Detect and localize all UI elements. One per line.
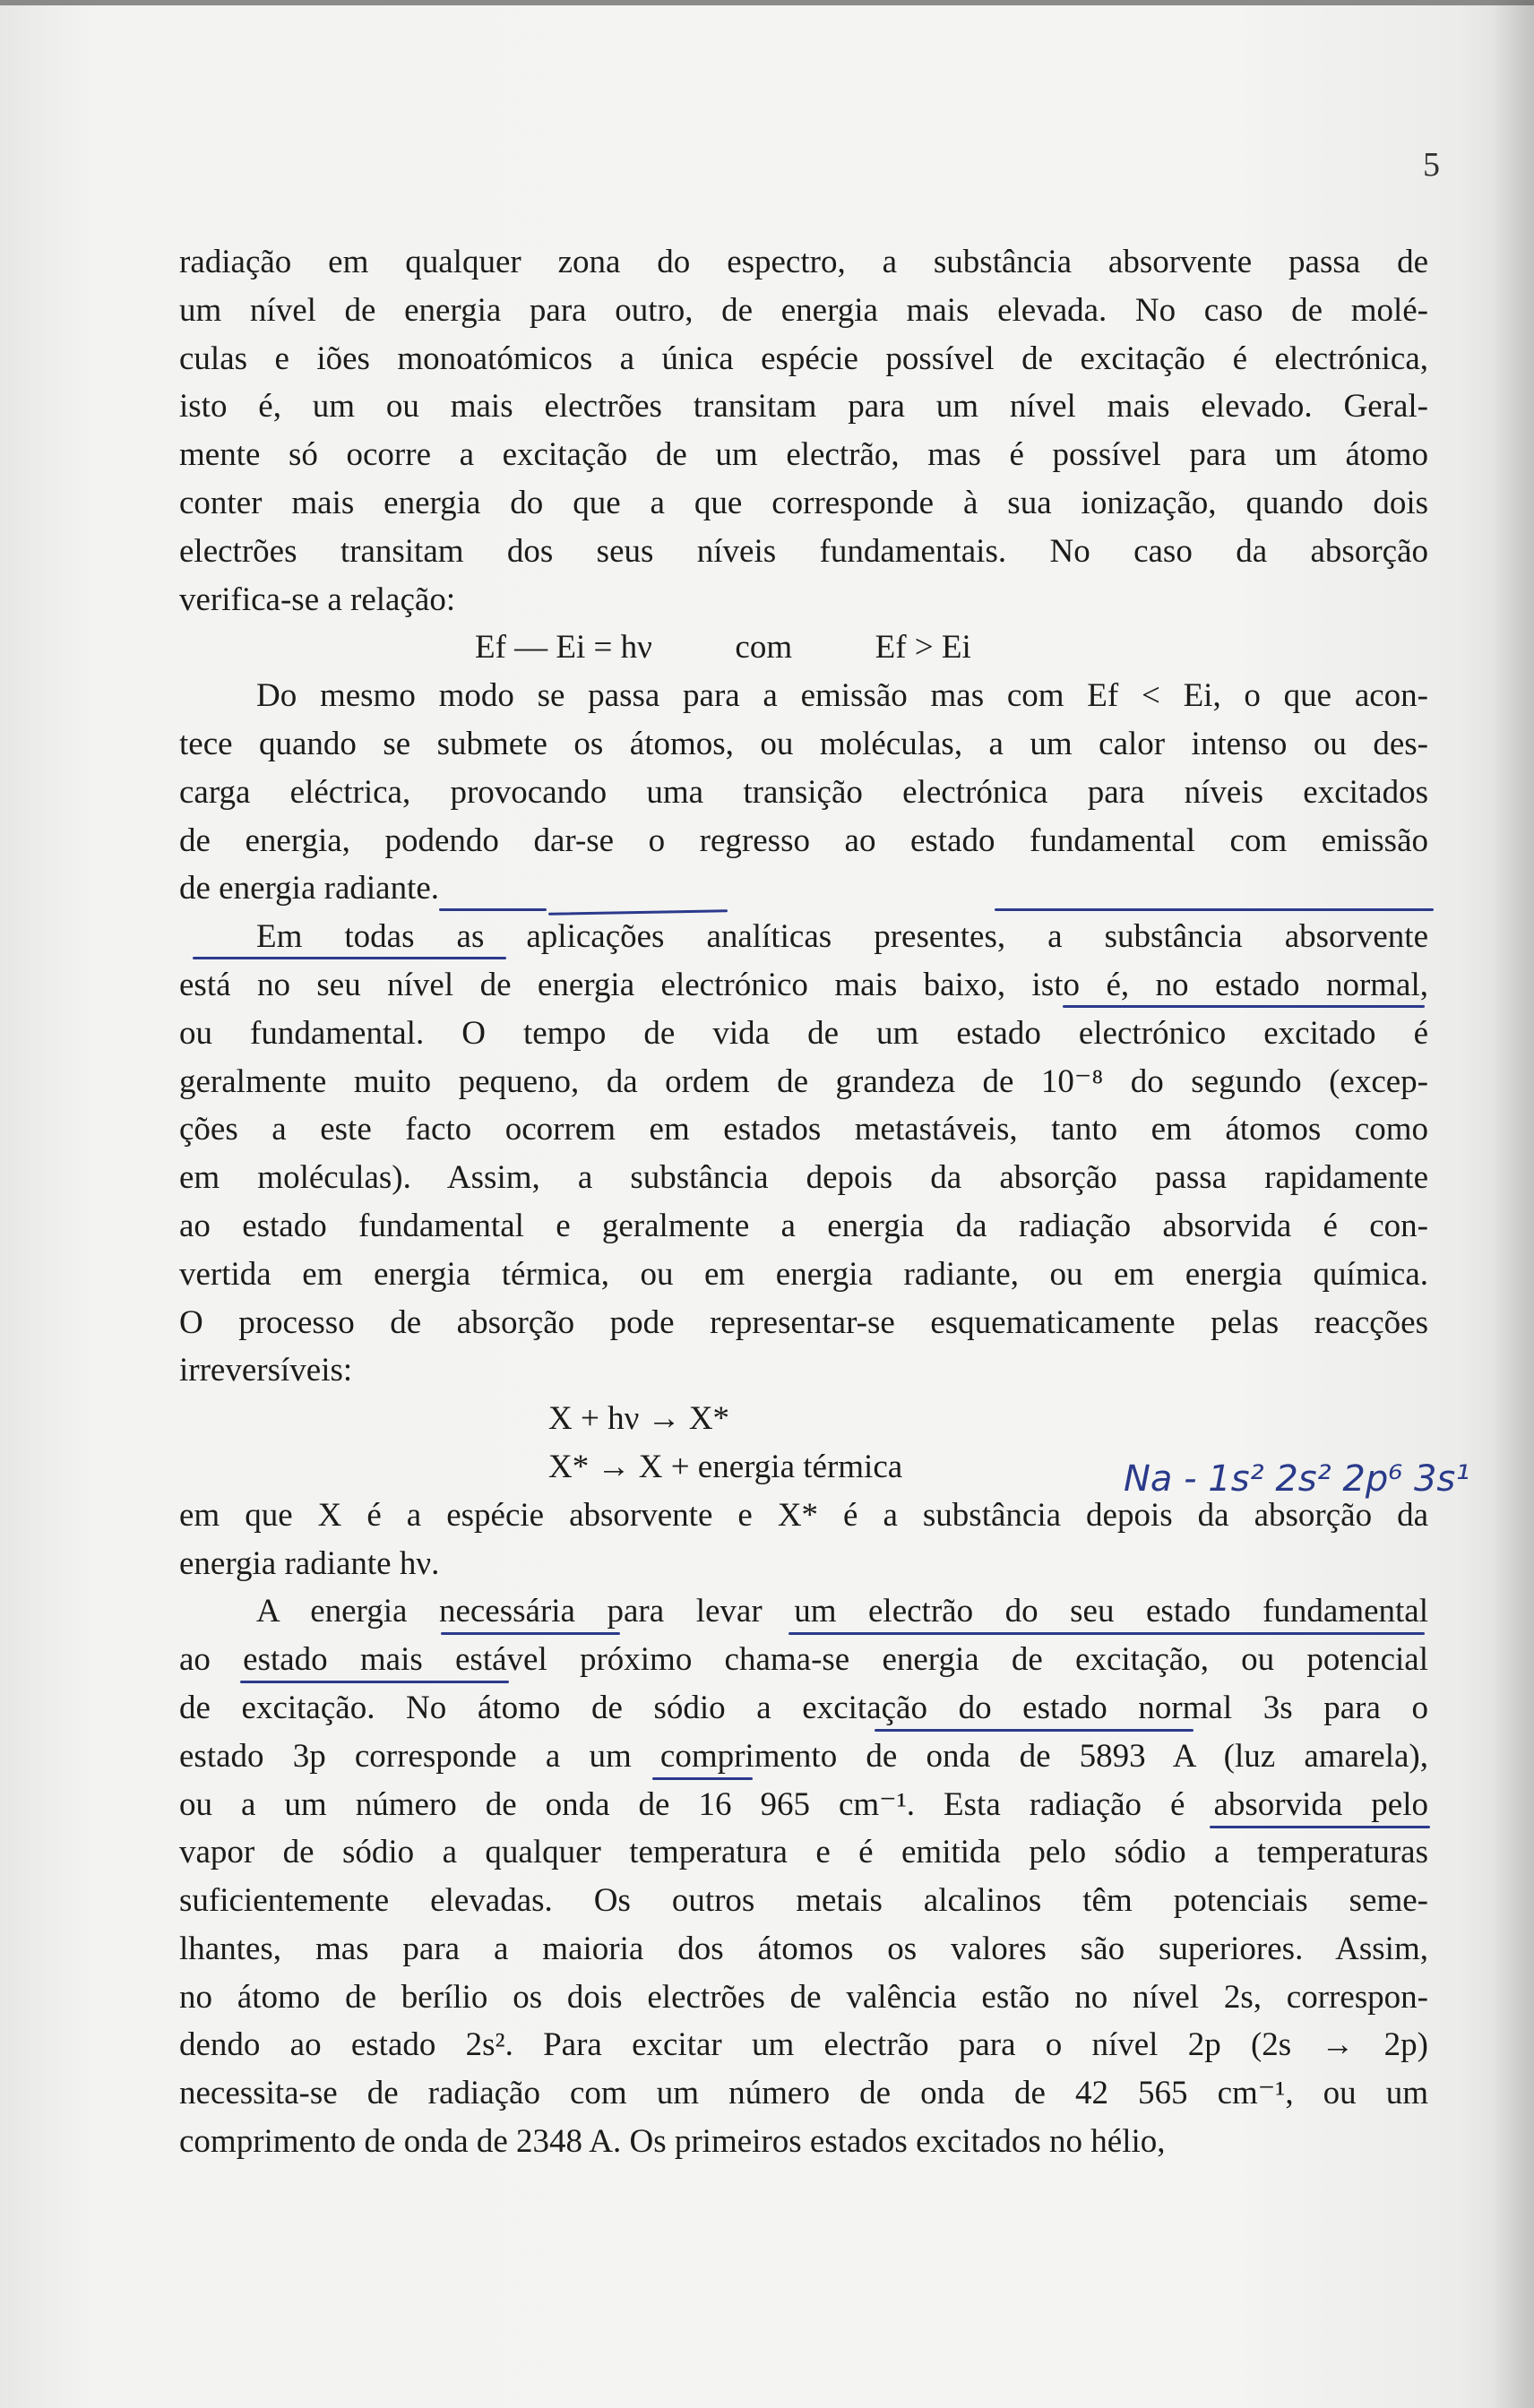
pen-underline bbox=[439, 908, 547, 911]
text-line: energia radiante hν. bbox=[179, 1544, 440, 1582]
text-line: suficientemente elevadas. Os outros metais alcalinos têm potenciais seme- bbox=[179, 1882, 1428, 1920]
text-line: irreversíveis: bbox=[179, 1352, 353, 1389]
text-line: ao estado fundamental e geralmente a energia da radiação absorvida é con- bbox=[179, 1207, 1428, 1244]
text-line: de excitação. No átomo de sódio a excitação do estado normal 3s para o bbox=[179, 1689, 1428, 1726]
pen-underline bbox=[789, 1632, 1425, 1635]
text-line: comprimento de onda de 2348 A. Os primeiros estados excitados no hélio, bbox=[179, 2123, 1166, 2161]
text-line: radiação em qualquer zona do espectro, a substância absorvente passa de bbox=[179, 244, 1428, 280]
body-text bbox=[179, 238, 1428, 2166]
pen-underline bbox=[441, 1632, 620, 1635]
text-line: de energia, podendo dar-se o regresso ao estado fundamental com emissão bbox=[179, 821, 1428, 859]
text-line: A energia necessária para levar um electrão do seu estado fundamental bbox=[256, 1593, 1428, 1630]
text-line: está no seu nível de energia electrónico mais baixo, isto é, no estado normal, bbox=[179, 966, 1428, 1003]
text-line: isto é, um ou mais electrões transitam para um nível mais elevado. Geral- bbox=[179, 388, 1428, 426]
page-number: 5 bbox=[1423, 146, 1440, 184]
pen-underline bbox=[1210, 1826, 1430, 1828]
text-line: dendo ao estado 2s². Para excitar um electrão para o nível 2p (2s → 2p) bbox=[179, 2026, 1428, 2064]
text-line: culas e iões monoatómicos a única espécie possível de excitação é electrónica, bbox=[179, 340, 1428, 377]
text-line: no átomo de berílio os dois electrões de valência estão no nível 2s, correspon- bbox=[179, 1978, 1428, 2016]
text-line: estado 3p corresponde a um comprimento de onda de 5893 A (luz amarela), bbox=[179, 1737, 1428, 1775]
page-top-edge bbox=[0, 0, 1534, 5]
text-line: Em todas as aplicações analíticas presentes, a substância absorvente bbox=[256, 918, 1428, 956]
pen-underline bbox=[995, 908, 1434, 911]
pen-underline bbox=[875, 1729, 1194, 1732]
text-line: carga eléctrica, provocando uma transição electrónica para níveis excitados bbox=[179, 773, 1428, 811]
text-line: ções a este facto ocorrem em estados metastáveis, tanto em átomos como bbox=[179, 1111, 1428, 1148]
text-line: geralmente muito pequeno, da ordem de grandeza de 10⁻⁸ do segundo (excep- bbox=[179, 1062, 1428, 1100]
text-line: ou fundamental. O tempo de vida de um estado electrónico excitado é bbox=[179, 1014, 1428, 1052]
text-line: electrões transitam dos seus níveis fundamentais. No caso da absorção bbox=[179, 532, 1428, 570]
text-line: ou a um número de onda de 16 965 cm⁻¹. Esta radiação é absorvida pelo bbox=[179, 1785, 1428, 1823]
formula-line: X + hν → X* bbox=[548, 1400, 730, 1438]
text-line: ao estado mais estável próximo chama-se energia de excitação, ou potencial bbox=[179, 1641, 1428, 1679]
text-line: conter mais energia do que a que corresponde à sua ionização, quando dois bbox=[179, 484, 1428, 521]
text-line: necessita-se de radiação com um número de onda de 42 565 cm⁻¹, ou um bbox=[179, 2075, 1428, 2112]
text-line: verifica-se a relação: bbox=[179, 580, 456, 618]
text-line: lhantes, mas para a maioria dos átomos os valores são superiores. Assim, bbox=[179, 1930, 1428, 1967]
pen-underline bbox=[1063, 1005, 1425, 1008]
text-line: mente só ocorre a excitação de um electrão, mas é possível para um átomo bbox=[179, 436, 1428, 474]
text-line: em que X é a espécie absorvente e X* é a substância depois da absorção da bbox=[179, 1496, 1428, 1534]
text-line: em moléculas). Assim, a substância depois da absorção passa rapidamente bbox=[179, 1159, 1428, 1197]
text-line: Do mesmo modo se passa para a emissão mas com Ef < Ei, o que acon- bbox=[256, 677, 1428, 715]
text-line: de energia radiante. bbox=[179, 870, 440, 907]
text-line: vapor de sódio a qualquer temperatura e é emitida pelo sódio a temperaturas bbox=[179, 1834, 1428, 1871]
text-line: O processo de absorção pode representar-se esquematicamente pelas reacções bbox=[179, 1303, 1428, 1341]
page-right-shadow bbox=[1491, 0, 1534, 2408]
formula-line: Ef — Ei = hν com Ef > Ei bbox=[475, 629, 971, 666]
text-line: um nível de energia para outro, de energia mais elevada. No caso de molé- bbox=[179, 291, 1428, 329]
formula-line: X* → X + energia térmica bbox=[548, 1448, 903, 1485]
handwritten-note: Na - 1s² 2s² 2p⁶ 3s¹ bbox=[1124, 1458, 1470, 1500]
pen-underline bbox=[193, 957, 506, 959]
pen-underline bbox=[652, 1777, 753, 1780]
text-line: vertida em energia térmica, ou em energia radiante, ou em energia química. bbox=[179, 1255, 1428, 1293]
text-line: tece quando se submete os átomos, ou moléculas, a um calor intenso ou des- bbox=[179, 725, 1428, 762]
pen-underline bbox=[240, 1681, 509, 1683]
